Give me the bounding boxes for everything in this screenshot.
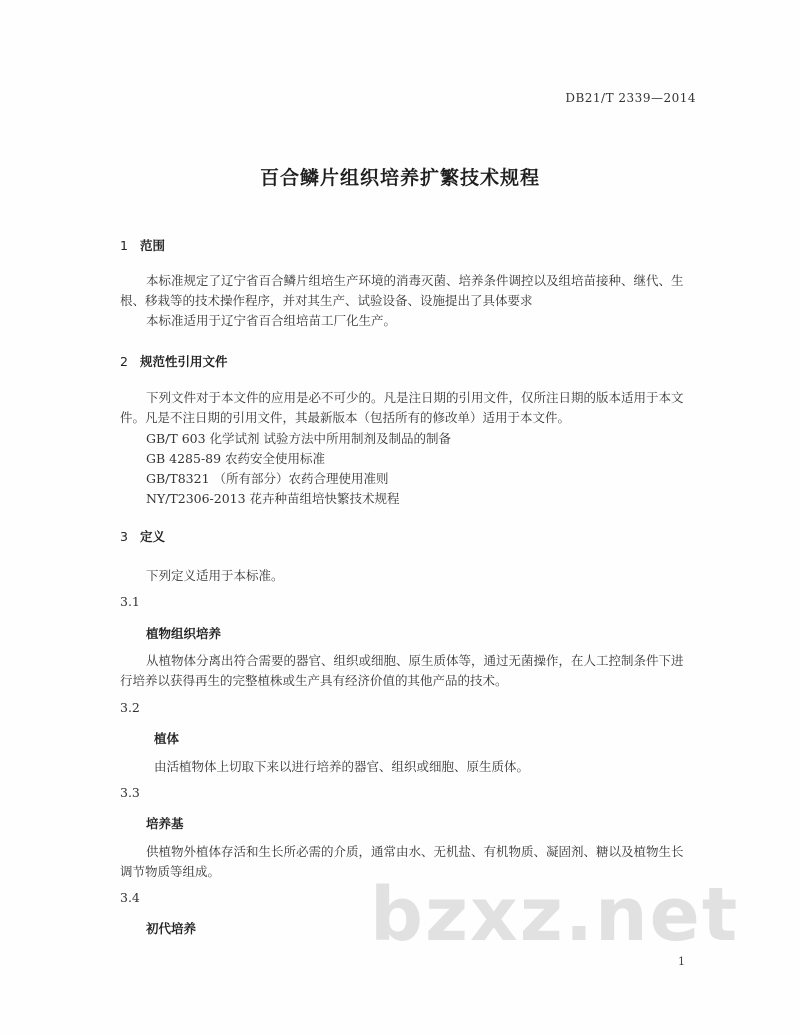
section-heading-definitions xyxy=(120,527,165,545)
term-definition: 从植物体分离出符合需要的器官、组织或细胞、原生质体等，通过无菌操作，在人工控制条件下进行培养以获得再生的完整植株或生产具有经济价值的其他产品的技术。 xyxy=(120,653,684,688)
section-number: 2 xyxy=(120,354,128,369)
reference-item: NY/T2306-2013 花卉种苗组培快繁技术规程 xyxy=(146,491,400,506)
term-title: 初代培养 xyxy=(146,921,197,936)
section-heading-scope xyxy=(120,236,165,254)
page-number: 1 xyxy=(678,955,685,968)
watermark: bzxz.net xyxy=(370,872,740,958)
section-title: 定义 xyxy=(140,529,166,544)
page-title: 百合鳞片组织培养扩繁技术规程 xyxy=(259,167,540,189)
reference-item: GB/T8321 （所有部分）农药合理使用准则 xyxy=(146,471,389,486)
term-title: 培养基 xyxy=(146,816,184,831)
section-heading-references xyxy=(120,352,228,370)
section-number: 1 xyxy=(120,238,128,253)
definitions-intro: 下列定义适用于本标准。 xyxy=(146,568,284,583)
scope-paragraph: 本标准规定了辽宁省百合鳞片组培生产环境的消毒灭菌、培养条件调控以及组培苗接种、继代、生根、移栽等的技术操作程序，并对其生产、试验设备、设施提出了具体要求 xyxy=(120,273,684,308)
section-title: 规范性引用文件 xyxy=(140,354,228,369)
term-number: 3.2 xyxy=(120,700,140,715)
term-title: 植体 xyxy=(154,731,180,746)
term-definition: 供植物外植体存活和生长所必需的介质，通常由水、无机盐、有机物质、凝固剂、糖以及植物生长调节物质等组成。 xyxy=(120,844,684,879)
section-title: 范围 xyxy=(140,238,166,253)
references-intro: 下列文件对于本文件的应用是必不可少的。凡是注日期的引用文件，仅所注日期的版本适用于本文件。凡是不注日期的引用文件，其最新版本（包括所有的修改单）适用于本文件。 xyxy=(120,390,684,425)
term-title: 植物组织培养 xyxy=(146,626,222,641)
term-number: 3.4 xyxy=(120,890,140,905)
section-number: 3 xyxy=(120,529,128,544)
scope-applicability: 本标准适用于辽宁省百合组培苗工厂化生产。 xyxy=(146,313,397,328)
reference-item: GB 4285-89 农药安全使用标准 xyxy=(146,451,326,466)
reference-item: GB/T 603 化学试剂 试验方法中所用制剂及制品的制备 xyxy=(146,431,451,446)
term-number: 3.1 xyxy=(120,594,140,609)
term-definition: 由活植物体上切取下来以进行培养的器官、组织或细胞、原生质体。 xyxy=(154,759,530,774)
document-code: DB21/T 2339—2014 xyxy=(565,91,696,105)
term-number: 3.3 xyxy=(120,785,140,800)
